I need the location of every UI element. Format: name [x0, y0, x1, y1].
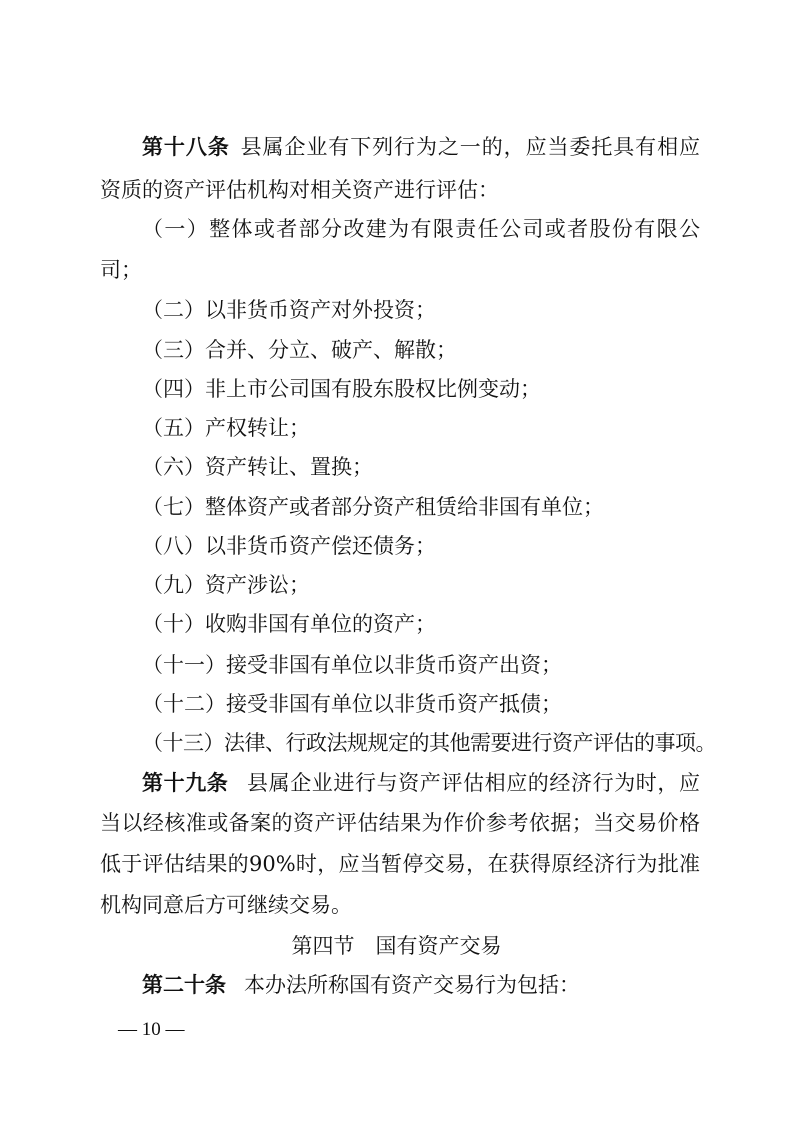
- article-18-item-6: （六）资产转让、置换；: [142, 455, 373, 479]
- article-18-text-1: 县属企业有下列行为之一的，应当委托具有相应: [239, 135, 701, 159]
- article-19-line-2: 当以经核准或备案的资产评估结果为作价参考依据；当交易价格: [100, 811, 700, 835]
- article-19-line-4: 机构同意后方可继续交易。: [100, 893, 352, 917]
- article-20-text-1: 本办法所称国有资产交易行为包括：: [244, 973, 580, 997]
- article-18-label: 第十八条: [142, 134, 230, 159]
- article-18-item-8: （八）以非货币资产偿还债务；: [142, 534, 436, 558]
- article-18-item-5: （五）产权转让；: [142, 416, 310, 440]
- article-18-line-1: [100, 132, 700, 162]
- article-18-item-1-line-1: （一）整体或者部分改建为有限责任公司或者股份有限公: [142, 217, 700, 241]
- article-18-item-3: （三）合并、分立、破产、解散；: [142, 338, 457, 362]
- article-18-item-1-line-2: 司；: [100, 258, 142, 282]
- article-18-item-7: （七）整体资产或者部分资产租赁给非国有单位；: [142, 495, 604, 519]
- article-18-item-2: （二）以非货币资产对外投资；: [142, 298, 436, 322]
- article-18-line-2: 资质的资产评估机构对相关资产进行评估：: [100, 178, 499, 202]
- section-4-title: 第四节 国有资产交易: [291, 934, 502, 958]
- article-19-line-1: [100, 768, 700, 798]
- article-19-label: 第十九条: [142, 770, 229, 795]
- article-20-label: 第二十条: [142, 972, 226, 997]
- article-19-line-3: 低于评估结果的90%时，应当暂停交易，在获得原经济行为批准: [100, 852, 700, 876]
- article-18-item-9: （九）资产涉讼；: [142, 573, 310, 597]
- article-18-item-13: （十三）法律、行政法规规定的其他需要进行资产评估的事项。: [142, 731, 716, 755]
- article-19-text-1: 县属企业进行与资产评估相应的经济行为时，应: [246, 771, 701, 795]
- article-18-item-11: （十一）接受非国有单位以非货币资产出资；: [142, 653, 562, 677]
- article-18-item-4: （四）非上市公司国有股东股权比例变动；: [142, 377, 541, 401]
- article-18-item-12: （十二）接受非国有单位以非货币资产抵债；: [142, 692, 562, 716]
- article-20-line-1: [100, 970, 700, 1000]
- article-18-item-10: （十）收购非国有单位的资产；: [142, 612, 436, 636]
- page-number: — 10 —: [118, 1019, 185, 1040]
